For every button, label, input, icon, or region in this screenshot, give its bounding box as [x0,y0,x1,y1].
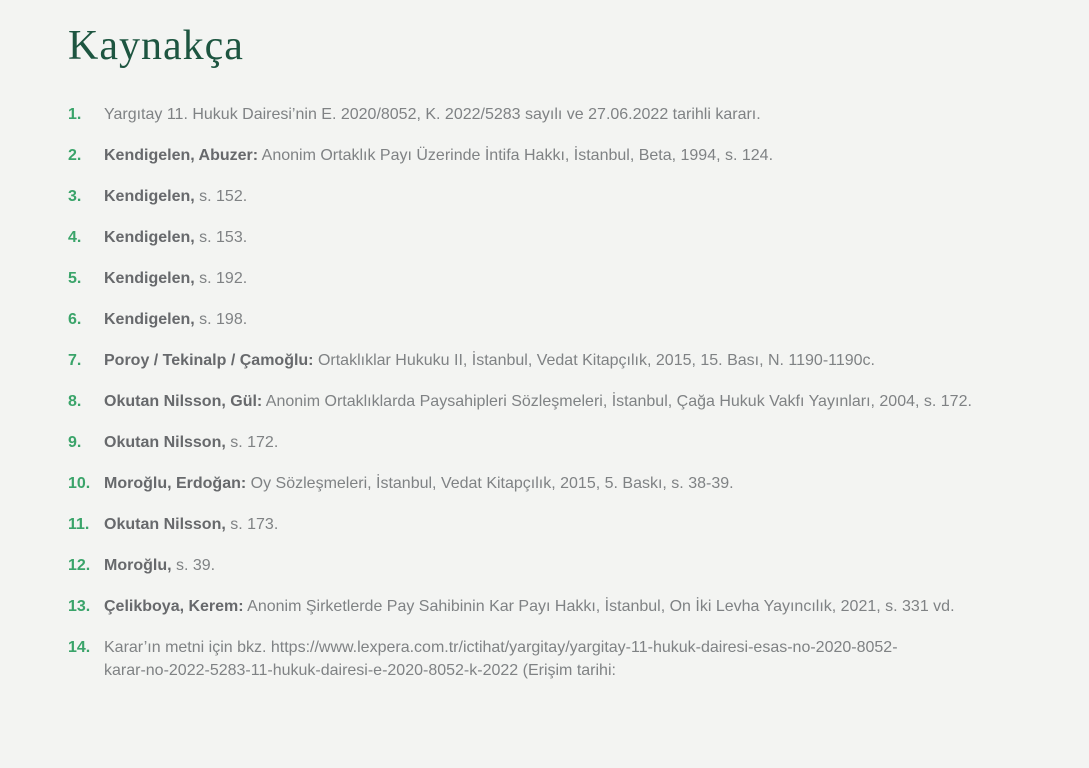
reference-text [104,349,1012,372]
reference-plain-text: s. 152. [194,188,248,206]
reference-plain-text: s. 153. [194,229,248,247]
reference-number: 4. [68,229,82,247]
reference-item [68,103,1012,126]
reference-number: 1. [68,106,82,124]
reference-plain-text: Ortaklıklar Hukuku II, İstanbul, Vedat Kitapçılık, 2015, 15. Bası, N. 1190-1190c. [313,352,875,370]
reference-text [104,308,1012,331]
reference-plain-text: Karar’ın metni için bkz. https://www.lexpera.com.tr/ictihat/yargitay/yargitay-11-hukuk-dairesi-esas-no-2020-8052-karar-no-2022-5283-11-hukuk-dairesi-e-2020-8052-k-2022 (Erişim tarihi: [104,639,898,680]
reference-item [68,595,1012,618]
reference-item [68,513,1012,536]
reference-text [104,185,1012,208]
reference-text [104,267,1012,290]
reference-number: 11. [68,516,90,534]
reference-text [104,513,1012,536]
reference-item [68,226,1012,249]
reference-author: Kendigelen, Abuzer: [104,147,259,165]
reference-text [104,103,1012,126]
reference-author: Moroğlu, [104,557,172,575]
reference-number: 12. [68,557,91,575]
reference-plain-text: s. 172. [225,434,279,452]
reference-text [104,554,1012,577]
reference-author: Kendigelen, [104,188,195,206]
reference-plain-text: Anonim Ortaklık Payı Üzerinde İntifa Hakkı, İstanbul, Beta, 1994, s. 124. [258,147,774,165]
reference-number: 6. [68,311,82,329]
reference-plain-text: s. 192. [194,270,248,288]
reference-plain-text: Yargıtay 11. Hukuk Dairesi’nin E. 2020/8052, K. 2022/5283 sayılı ve 27.06.2022 tarihli kararı. [104,106,761,124]
reference-number: 3. [68,188,82,206]
reference-number: 14. [68,639,91,657]
reference-author: Poroy / Tekinalp / Çamoğlu: [104,352,314,370]
reference-number: 10. [68,475,91,493]
reference-number: 7. [68,352,82,370]
reference-text [104,226,1012,249]
reference-author: Çelikboya, Kerem: [104,598,244,616]
reference-text [104,472,1012,495]
reference-item [68,472,1012,495]
reference-number: 9. [68,434,82,452]
reference-plain-text: s. 198. [194,311,248,329]
reference-author: Kendigelen, [104,229,195,247]
reference-author: Moroğlu, Erdoğan: [104,475,247,493]
reference-item [68,554,1012,577]
reference-author: Okutan Nilsson, Gül: [104,393,263,411]
reference-author: Kendigelen, [104,311,195,329]
reference-author: Okutan Nilsson, [104,516,226,534]
reference-author: Kendigelen, [104,270,195,288]
reference-text [104,390,1012,413]
reference-text [104,144,1012,167]
reference-text [104,431,1012,454]
reference-text [104,595,1012,618]
reference-item [68,349,1012,372]
reference-item [68,431,1012,454]
reference-item [68,144,1012,167]
reference-item [68,185,1012,208]
reference-author: Okutan Nilsson, [104,434,226,452]
reference-plain-text: Anonim Ortaklıklarda Paysahipleri Sözleşmeleri, İstanbul, Çağa Hukuk Vakfı Yayınları, 2004, s. 172. [262,393,972,411]
reference-item [68,390,1012,413]
reference-item [68,267,1012,290]
reference-plain-text: s. 39. [171,557,216,575]
reference-number: 13. [68,598,91,616]
reference-plain-text: s. 173. [225,516,279,534]
reference-plain-text: Anonim Şirketlerde Pay Sahibinin Kar Payı Hakkı, İstanbul, On İki Levha Yayıncılık, 2021, s. 331 vd. [243,598,955,616]
reference-list [68,103,1012,682]
reference-plain-text: Oy Sözleşmeleri, İstanbul, Vedat Kitapçılık, 2015, 5. Baskı, s. 38-39. [246,475,734,493]
reference-text [104,636,934,682]
reference-number: 8. [68,393,82,411]
reference-item [68,308,1012,331]
reference-item [68,636,1012,682]
reference-number: 2. [68,147,82,165]
reference-number: 5. [68,270,82,288]
page-title: Kaynakça [68,23,244,69]
